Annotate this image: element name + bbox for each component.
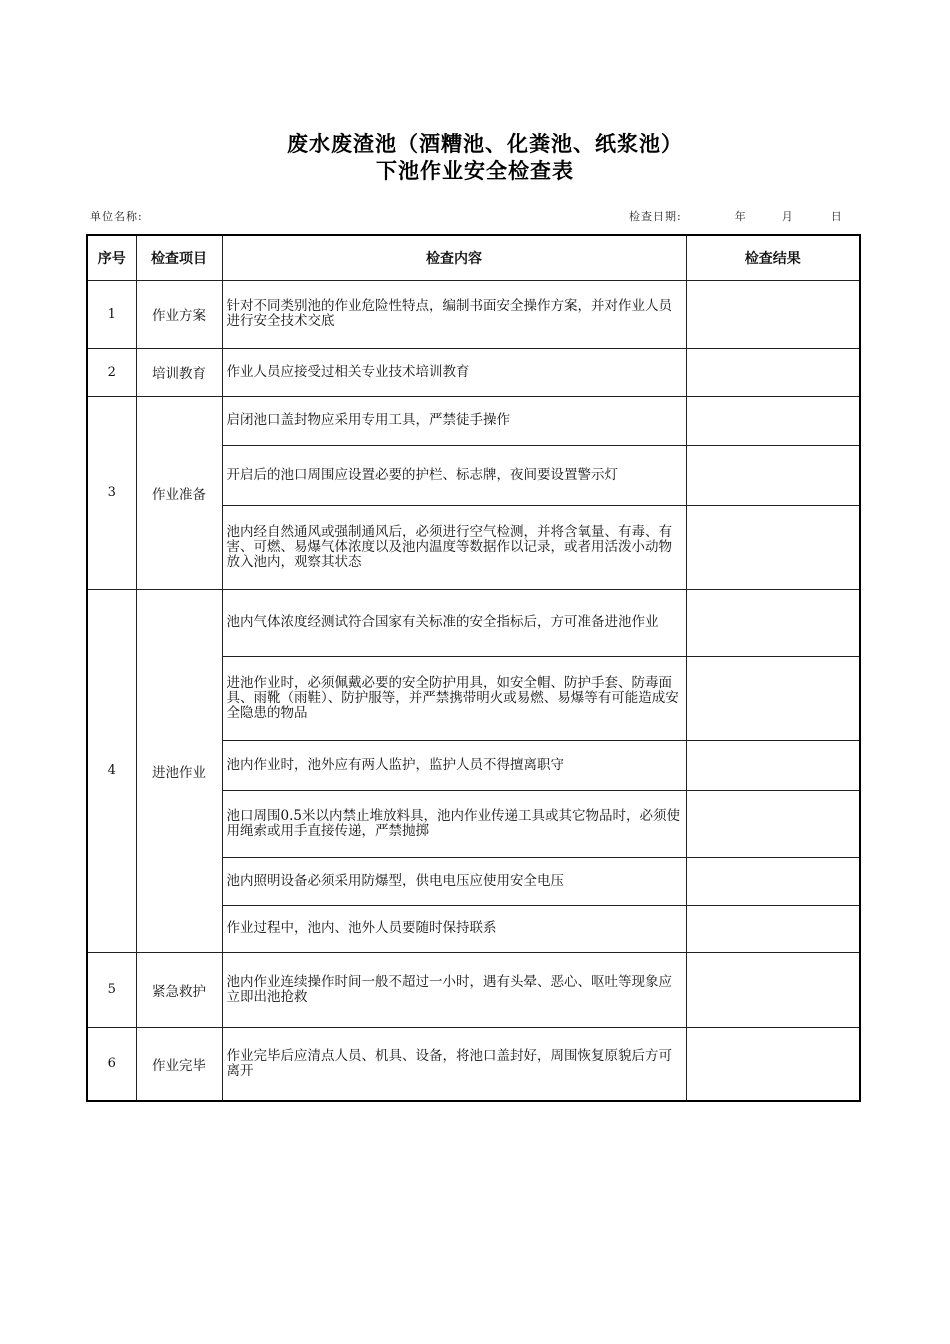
- result-cell[interactable]: [686, 857, 860, 905]
- content-cell: 针对不同类别池的作业危险性特点，编制书面安全操作方案，并对作业人员进行安全技术交底: [222, 280, 686, 348]
- result-cell[interactable]: [686, 905, 860, 952]
- content-cell: 开启后的池口周围应设置必要的护栏、标志牌，夜间要设置警示灯: [222, 445, 686, 505]
- table-row: [87, 1027, 860, 1101]
- content-cell: 池内气体浓度经测试符合国家有关标准的安全指标后，方可准备进池作业: [222, 589, 686, 656]
- inspection-date-label: 检查日期:: [629, 210, 682, 223]
- item-cell: 作业完毕: [136, 1027, 222, 1101]
- result-cell[interactable]: [686, 740, 860, 790]
- content-cell: 启闭池口盖封物应采用专用工具，严禁徒手操作: [222, 396, 686, 445]
- content-cell: 池内经自然通风或强制通风后，必须进行空气检测，并将含氧量、有毒、有害、可燃、易爆气体浓度以及池内温度等数据作以记录，或者用活泼小动物放入池内，观察其状态: [222, 505, 686, 589]
- item-cell: 培训教育: [136, 348, 222, 396]
- seq-cell: 6: [87, 1027, 136, 1101]
- inspection-checklist-table: [86, 234, 861, 1102]
- result-cell[interactable]: [686, 790, 860, 857]
- result-cell[interactable]: [686, 656, 860, 740]
- date-day-label: 日: [830, 210, 843, 223]
- result-cell[interactable]: [686, 348, 860, 396]
- seq-cell: 5: [87, 952, 136, 1027]
- table-row: [87, 589, 860, 656]
- result-cell[interactable]: [686, 1027, 860, 1101]
- result-cell[interactable]: [686, 589, 860, 656]
- result-cell[interactable]: [686, 445, 860, 505]
- header-content: 检查内容: [222, 235, 686, 280]
- content-cell: 池内作业时，池外应有两人监护，监护人员不得擅离职守: [222, 740, 686, 790]
- table-row: [87, 396, 860, 445]
- result-cell[interactable]: [686, 280, 860, 348]
- inspection-date-row: [629, 208, 843, 224]
- item-cell: 作业准备: [136, 396, 222, 589]
- content-cell: 作业人员应接受过相关专业技术培训教育: [222, 348, 686, 396]
- content-cell: 池口周围0.5米以内禁止堆放料具，池内作业传递工具或其它物品时，必须使用绳索或用手直接传递，严禁抛掷: [222, 790, 686, 857]
- table-row: [87, 952, 860, 1027]
- seq-cell: 1: [87, 280, 136, 348]
- content-cell: 作业过程中，池内、池外人员要随时保持联系: [222, 905, 686, 952]
- table-row: [87, 280, 860, 348]
- header-item: 检查项目: [136, 235, 222, 280]
- result-cell[interactable]: [686, 952, 860, 1027]
- header-result: 检查结果: [686, 235, 860, 280]
- content-cell: 池内照明设备必须采用防爆型，供电电压应使用安全电压: [222, 857, 686, 905]
- date-year-label: 年: [734, 210, 747, 223]
- date-month-label: 月: [781, 210, 794, 223]
- document-title-line2: 下池作业安全检查表: [376, 159, 574, 183]
- unit-name-label: 单位名称:: [90, 210, 143, 223]
- header-seq: 序号: [87, 235, 136, 280]
- content-cell: 池内作业连续操作时间一般不超过一小时，遇有头晕、恶心、呕吐等现象应立即出池抢救: [222, 952, 686, 1027]
- seq-cell: 4: [87, 589, 136, 952]
- result-cell[interactable]: [686, 505, 860, 589]
- content-cell: 作业完毕后应清点人员、机具、设备，将池口盖封好，周围恢复原貌后方可离开: [222, 1027, 686, 1101]
- table-row: [87, 348, 860, 396]
- document-title-line1: 废水废渣池（酒糟池、化粪池、纸浆池）: [287, 132, 683, 156]
- seq-cell: 2: [87, 348, 136, 396]
- item-cell: 作业方案: [136, 280, 222, 348]
- header-row: [87, 235, 860, 280]
- result-cell[interactable]: [686, 396, 860, 445]
- item-cell: 紧急救护: [136, 952, 222, 1027]
- seq-cell: 3: [87, 396, 136, 589]
- item-cell: 进池作业: [136, 589, 222, 952]
- content-cell: 进池作业时，必须佩戴必要的安全防护用具，如安全帽、防护手套、防毒面具、雨靴（雨鞋）、防护服等，并严禁携带明火或易燃、易爆等有可能造成安全隐患的物品: [222, 656, 686, 740]
